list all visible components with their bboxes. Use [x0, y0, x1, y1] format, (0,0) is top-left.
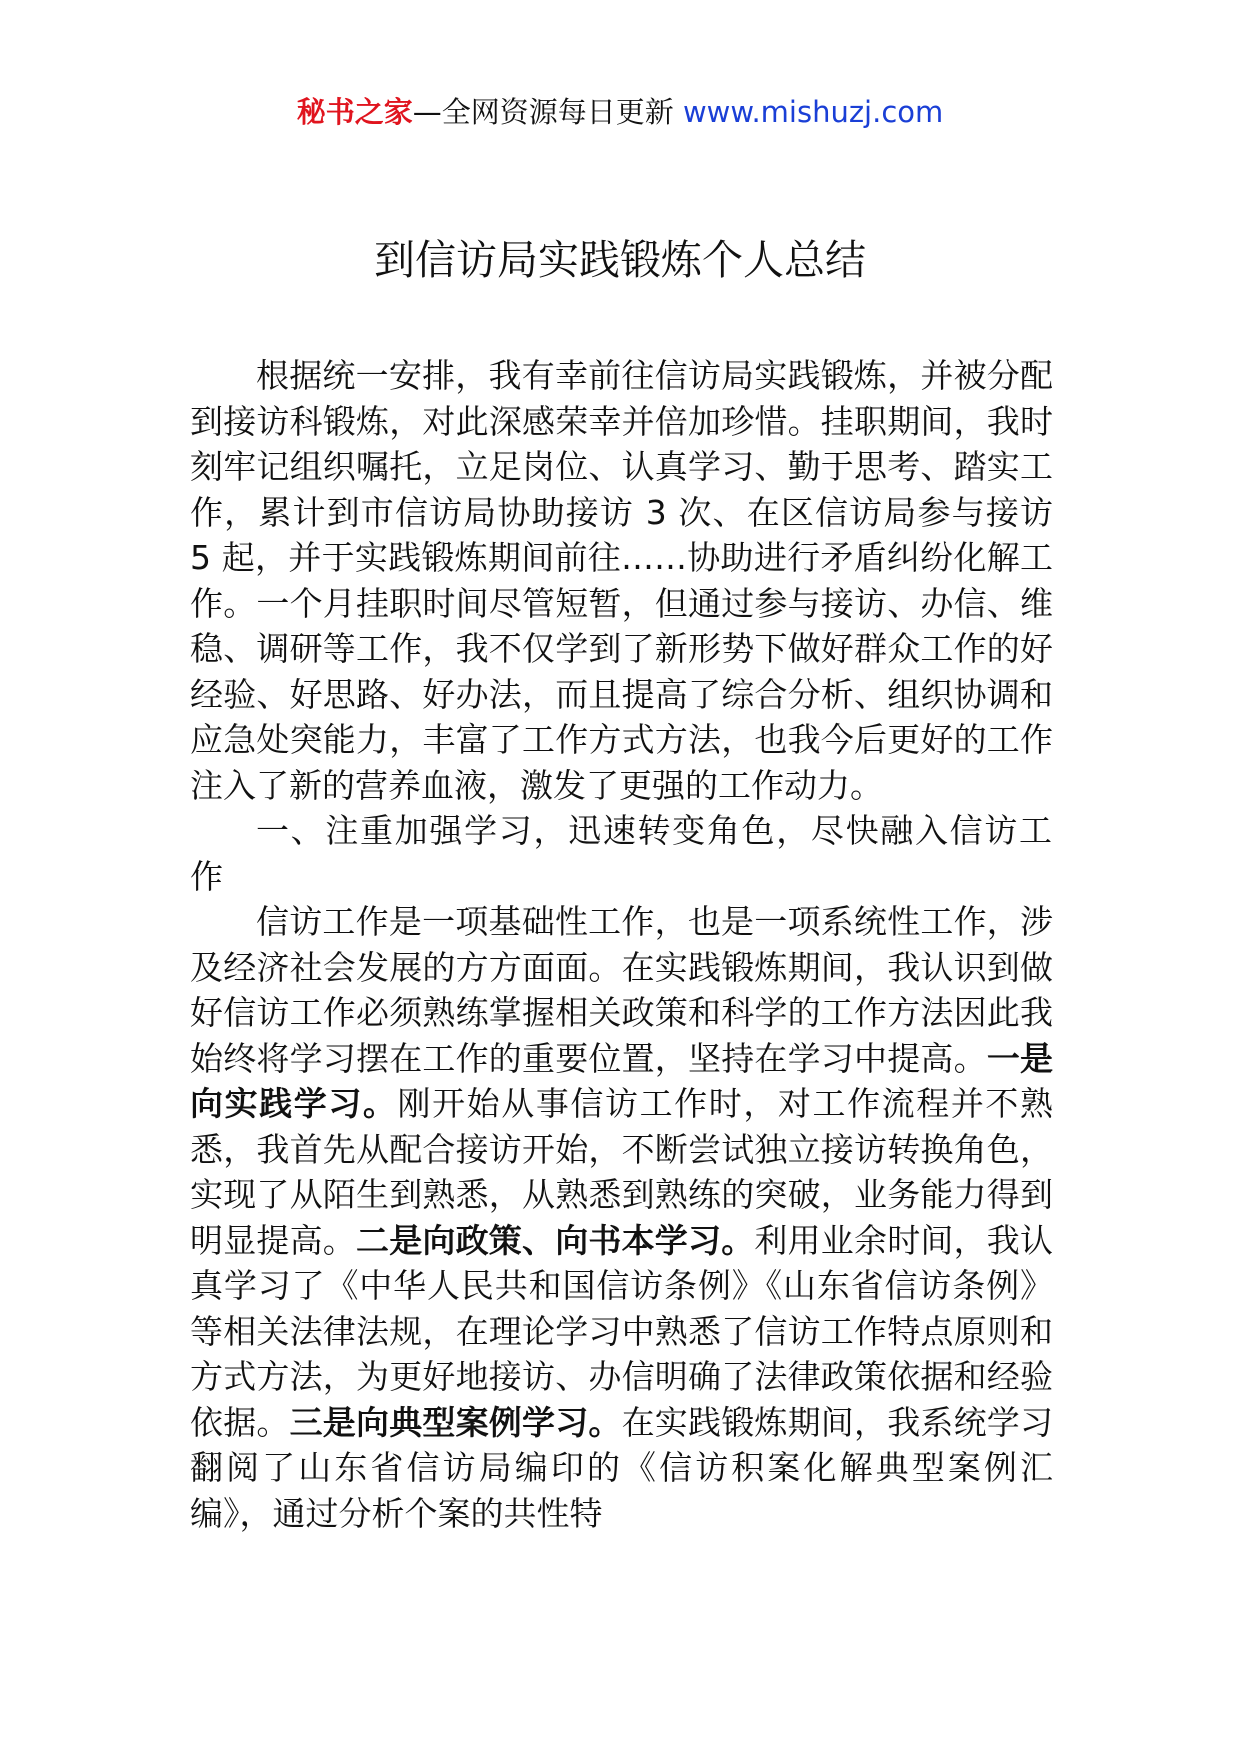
- intro-paragraph: 根据统一安排，我有幸前往信访局实践锻炼，并被分配到接访科锻炼，对此深感荣幸并倍加珍惜。挂职期间，我时刻牢记组织嘱托，立足岗位、认真学习、勤于思考、踏实工作，累计到市信访局协助接访 3 次、在区信访局参与接访 5 起，并于实践锻炼期间前往……协助进行矛盾纠纷化解工作。一个月挂职时间尽管短暂，但通过参与接访、办信、维稳、调研等工作，我不仅学到了新形势下做好群众工作的好经验、好思路、好办法，而且提高了综合分析、组织协调和应急处突能力，丰富了工作方式方法，也我今后更好的工作注入了新的营养血液，激发了更强的工作动力。: [190, 356, 1053, 805]
- section-intro-text: 信访工作是一项基础性工作，也是一项系统性工作，涉及经济社会发展的方方面面。在实践锻炼期间，我认识到做好信访工作必须熟练掌握相关政策和科学的工作方法因此我始终将学习摆在工作的重要位置，坚持在学习中提高。: [190, 902, 1053, 1078]
- site-brand: 秘书之家: [296, 95, 413, 129]
- point-2-label: 二是向政策、向书本学习。: [356, 1220, 755, 1260]
- point-1-text: 刚开始从事信访工作时，对工作流程并不熟悉，我首先从配合接访开始，不断尝试独立接访转换角色，实现了从陌生到熟悉，从熟悉到熟练的突破，业务能力得到明显提高。: [190, 1084, 1053, 1260]
- site-tagline: —全网资源每日更新: [412, 95, 674, 129]
- site-url: www.mishuzj.com: [682, 95, 944, 129]
- document-title: 到信访局实践锻炼个人总结: [374, 236, 866, 284]
- document-body: [190, 353, 1053, 1536]
- point-3-label: 三是向典型案例学习。: [289, 1402, 622, 1442]
- point-3-text: 在实践锻炼期间，我系统学习翻阅了山东省信访局编印的《信访积案化解典型案例汇编》，通过分析个案的共性特: [190, 1402, 1054, 1533]
- point-1-label: 一是向实践学习。: [190, 1038, 1054, 1123]
- site-header: [0, 92, 1240, 132]
- point-2-text: 利用业余时间，我认真学习了《中华人民共和国信访条例》《山东省信访条例》等相关法律法规，在理论学习中熟悉了信访工作特点原则和方式方法，为更好地接访、办信明确了法律政策依据和经验依据。: [190, 1220, 1054, 1442]
- section-heading: 一、注重加强学习，迅速转变角色，尽快融入信访工作: [190, 811, 1053, 896]
- section-paragraph: [190, 899, 1053, 1536]
